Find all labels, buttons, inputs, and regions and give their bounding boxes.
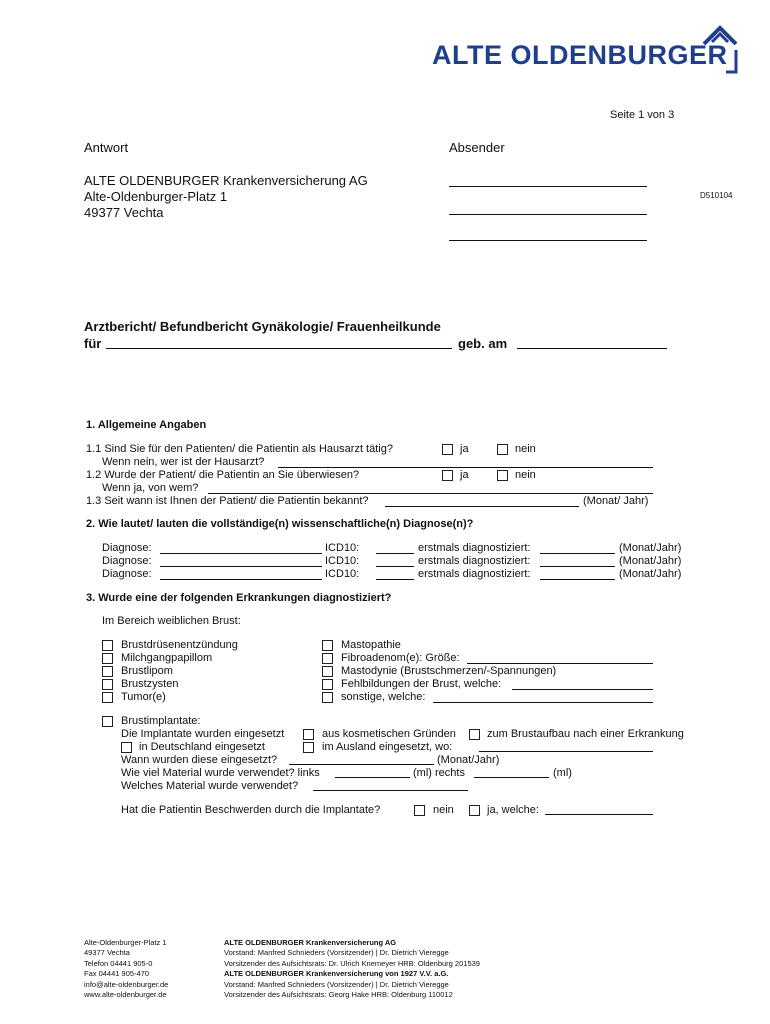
condition-label: Brustdrüsenentzündung [121, 639, 238, 651]
icd-field[interactable] [376, 579, 414, 580]
diagnosis-field[interactable] [160, 579, 322, 580]
lipoma-checkbox[interactable] [102, 666, 113, 677]
germany-checkbox[interactable] [121, 742, 132, 753]
diagnosis-label: Diagnose: [102, 555, 152, 567]
family-doctor-field[interactable] [278, 467, 653, 468]
q1-2-ja-checkbox[interactable] [442, 470, 453, 481]
q1-3-text: 1.3 Seit wann ist Ihnen der Patient/ die Patientin bekannt? [86, 495, 369, 507]
footer-line: ALTE OLDENBURGER Krankenversicherung von 1927 V.V. a.G. [224, 969, 449, 979]
q1-2-nein-label: nein [515, 469, 536, 481]
tumor-checkbox[interactable] [102, 692, 113, 703]
condition-label: Brustlipom [121, 665, 173, 677]
cosmetic-label: aus kosmetischen Gründen [322, 728, 456, 740]
complaints-ja-checkbox[interactable] [469, 805, 480, 816]
icd-field[interactable] [376, 566, 414, 567]
cosmetic-checkbox[interactable] [303, 729, 314, 740]
abroad-location-field[interactable] [479, 751, 653, 752]
icd-label: ICD10: [325, 542, 360, 554]
condition-label: sonstige, welche: [341, 691, 426, 703]
sender-line-1[interactable] [449, 186, 647, 187]
condition-label: Brustzysten [121, 678, 179, 690]
mastopathy-checkbox[interactable] [322, 640, 333, 651]
roof-icon [700, 24, 744, 76]
complaints-nein-label: nein [433, 804, 454, 816]
ml-label: (ml) [553, 767, 572, 779]
fibroadenoma-checkbox[interactable] [322, 653, 333, 664]
when-inserted-field[interactable] [289, 764, 434, 765]
diagnosis-field[interactable] [160, 566, 322, 567]
q1-1-text: 1.1 Sind Sie für den Patienten/ die Patientin als Hausarzt tätig? [86, 443, 393, 455]
material-type-text: Welches Material wurde verwendet? [121, 780, 299, 792]
fibroadenoma-size-field[interactable] [467, 663, 653, 664]
other-condition-checkbox[interactable] [322, 692, 333, 703]
icd-field[interactable] [376, 553, 414, 554]
complaints-field[interactable] [545, 814, 653, 815]
abroad-label: im Ausland eingesetzt, wo: [322, 741, 453, 753]
condition-label: Fehlbildungen der Brust, welche: [341, 678, 502, 690]
condition-label: Mastopathie [341, 639, 401, 651]
mastitis-checkbox[interactable] [102, 640, 113, 651]
breast-area-intro: Im Bereich weiblichen Brust: [102, 615, 241, 627]
diagnosis-label: Diagnose: [102, 568, 152, 580]
reconstruction-label: zum Brustaufbau nach einer Erkrankung [487, 728, 684, 740]
complaints-ja-label: ja, welche: [487, 804, 539, 816]
section-2-heading: 2. Wie lautet/ lauten die vollständige(n) wissenschaftliche(n) Diagnose(n)? [86, 518, 474, 530]
material-right-field[interactable] [474, 777, 549, 778]
first-diagnosed-field[interactable] [540, 579, 615, 580]
icd-label: ICD10: [325, 555, 360, 567]
recipient-line-2: Alte-Oldenburger-Platz 1 [84, 189, 228, 204]
report-title: Arztbericht/ Befundbericht Gynäkologie/ Frauenheilkunde [84, 319, 441, 334]
sender-line-3[interactable] [449, 240, 647, 241]
abroad-checkbox[interactable] [303, 742, 314, 753]
material-amount-text: Wie viel Material wurde verwendet? links [121, 767, 320, 779]
implants-label: Brustimplantate: [121, 715, 201, 727]
known-since-field[interactable] [385, 506, 579, 507]
recipient-line-3: 49377 Vechta [84, 205, 164, 220]
footer-line: info@alte-oldenburger.de [84, 979, 169, 989]
footer-line: Vorstand: Manfred Schnieders (Vorsitzender) | Dr. Dietrich Vieregge [224, 948, 449, 958]
footer-line: 49377 Vechta [84, 948, 130, 958]
q1-2-nein-checkbox[interactable] [497, 470, 508, 481]
footer-line: Alte-Oldenburger-Platz 1 [84, 938, 167, 947]
section-1-heading: 1. Allgemeine Angaben [86, 419, 207, 431]
q1-1-nein-checkbox[interactable] [497, 444, 508, 455]
q1-2-sub-text: Wenn ja, von wem? [102, 482, 199, 494]
answer-heading: Antwort [84, 140, 129, 155]
footer-company-info [224, 938, 480, 1000]
other-condition-field[interactable] [433, 702, 653, 703]
for-label: für [84, 336, 102, 351]
birthdate-field[interactable] [517, 348, 667, 349]
q1-1-sub-text: Wenn nein, wer ist der Hausarzt? [102, 456, 265, 468]
month-year-unit: (Monat/Jahr) [619, 555, 682, 567]
recipient-line-1: ALTE OLDENBURGER Krankenversicherung AG [84, 173, 368, 188]
footer-line: www.alte-oldenburger.de [84, 990, 167, 1000]
when-inserted-text: Wann wurden diese eingesetzt? [121, 754, 278, 766]
condition-label: Mastodynie (Brustschmerzen/-Spannungen) [341, 665, 557, 677]
section-3-heading: 3. Wurde eine der folgenden Erkrankungen diagnostiziert? [86, 592, 392, 604]
page-number: Seite 1 von 3 [610, 109, 675, 121]
material-left-field[interactable] [335, 777, 410, 778]
first-diagnosed-label: erstmals diagnostiziert: [418, 542, 531, 554]
footer-line: Vorsitzender des Aufsichtsrats: Georg Hake HRB: Oldenburg 110012 [224, 990, 453, 1000]
material-type-field[interactable] [313, 790, 468, 791]
complaints-nein-checkbox[interactable] [414, 805, 425, 816]
footer-line: Vorsitzender des Aufsichtsrats: Dr. Ulrich Knemeyer HRB: Oldenburg 201539 [224, 958, 480, 968]
patient-name-field[interactable] [106, 348, 452, 349]
implants-checkbox[interactable] [102, 716, 113, 727]
footer-line: Fax 04441 905-470 [84, 969, 150, 979]
germany-label: in Deutschland eingesetzt [139, 741, 265, 753]
condition-label: Milchgangpapillom [121, 652, 213, 664]
first-diagnosed-label: erstmals diagnostiziert: [418, 568, 531, 580]
referrer-field[interactable] [208, 493, 653, 494]
implants-inserted-text: Die Implantate wurden eingesetzt [121, 728, 285, 740]
when-inserted-unit: (Monat/Jahr) [437, 754, 500, 766]
company-logo [432, 40, 728, 71]
footer-line: Telefon 04441 905-0 [84, 958, 153, 968]
month-year-unit: (Monat/Jahr) [619, 568, 682, 580]
malformation-field[interactable] [512, 689, 653, 690]
cysts-checkbox[interactable] [102, 679, 113, 690]
papilloma-checkbox[interactable] [102, 653, 113, 664]
complaints-text: Hat die Patientin Beschwerden durch die Implantate? [121, 804, 381, 816]
condition-label: Fibroadenom(e): Größe: [341, 652, 460, 664]
first-diagnosed-field[interactable] [540, 553, 615, 554]
condition-label: Tumor(e) [121, 691, 166, 703]
diagnosis-field[interactable] [160, 553, 322, 554]
footer-line: Vorstand: Manfred Schnieders (Vorsitzender) | Dr. Dietrich Vieregge [224, 979, 449, 989]
q1-3-unit: (Monat/ Jahr) [583, 495, 649, 507]
ml-right-label: (ml) rechts [413, 767, 465, 779]
q1-1-ja-checkbox[interactable] [442, 444, 453, 455]
month-year-unit: (Monat/Jahr) [619, 542, 682, 554]
q1-2-ja-label: ja [460, 469, 469, 481]
reconstruction-checkbox[interactable] [469, 729, 480, 740]
malformation-checkbox[interactable] [322, 679, 333, 690]
q1-1-ja-label: ja [460, 443, 469, 455]
footer-address [84, 938, 168, 1000]
icd-label: ICD10: [325, 568, 360, 580]
q1-1-nein-label: nein [515, 443, 536, 455]
first-diagnosed-field[interactable] [540, 566, 615, 567]
logo-text: ALTE OLDENBURGER [432, 40, 728, 70]
sender-line-2[interactable] [449, 214, 647, 215]
mastodynia-checkbox[interactable] [322, 666, 333, 677]
first-diagnosed-label: erstmals diagnostiziert: [418, 555, 531, 567]
birthdate-label: geb. am [458, 336, 508, 351]
footer-line: ALTE OLDENBURGER Krankenversicherung AG [224, 938, 397, 947]
sender-heading: Absender [449, 140, 505, 155]
q1-2-text: 1.2 Wurde der Patient/ die Patientin an Sie überwiesen? [86, 469, 360, 481]
diagnosis-label: Diagnose: [102, 542, 152, 554]
form-code: D510104 [700, 191, 733, 200]
